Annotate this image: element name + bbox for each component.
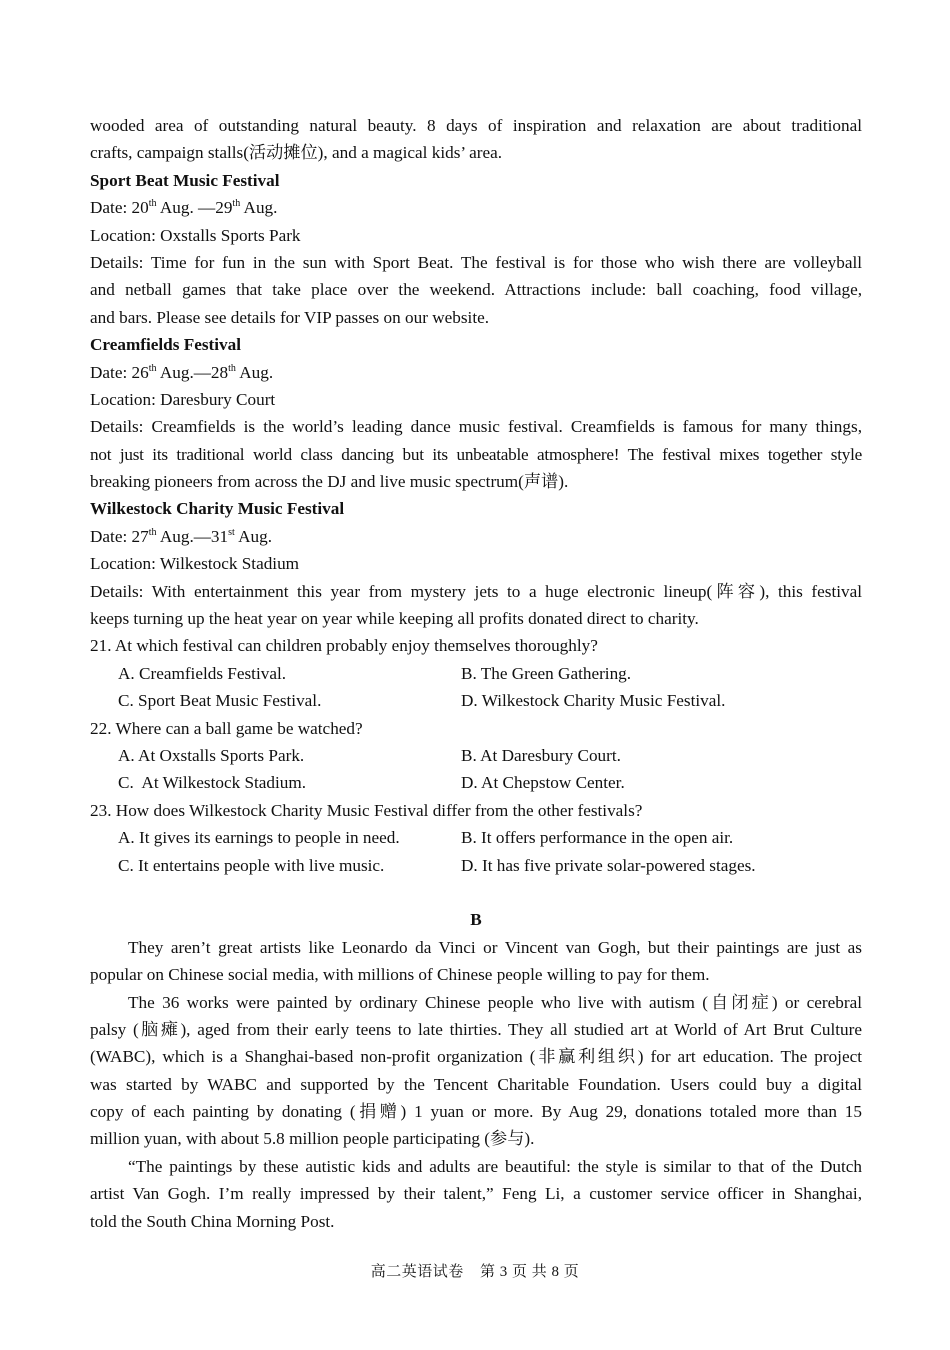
festival-details-creamfields-1: Details: Creamfields is the world’s leading dance music festival. Creamfields is famous for many things, [90,417,862,437]
question-21-option-a: A. Creamfields Festival. [118,663,287,683]
question-22-option-a: A. At Oxstalls Sports Park. [118,745,305,765]
intro-line-2: crafts, campaign stalls(活动摊位), and a magical kids’ area. [90,143,503,163]
festival-title-creamfields: Creamfields Festival [90,335,241,355]
festival-date-creamfields: Date: 26th Aug.—28th Aug. [90,362,274,382]
question-21-options-cd [90,687,862,714]
section-b-paragraph-2-line-6: million yuan, with about 5.8 million people participating (参与). [90,1129,535,1149]
section-b-paragraph-1-line-2: popular on Chinese social media, with millions of Chinese people willing to pay for them. [90,965,710,985]
festival-details-wilkestock-1: Details: With entertainment this year from mystery jets to a huge electronic lineup(阵容), this festival [90,581,862,601]
question-21-options-ab [90,660,862,687]
footer-exam-title: 高二英语试卷 [370,1264,464,1280]
question-23-option-d: D. It has five private solar-powered stages. [461,855,756,875]
section-b-paragraph-2-line-5: copy of each painting by donating (捐赠) 1 yuan or more. By Aug 29, donations totaled more than 15 [90,1102,862,1122]
question-23-stem: 23. How does Wilkestock Charity Music Festival differ from the other festivals? [90,800,643,820]
section-b-paragraph-3-line-2: artist Van Gogh. I’m really impressed by their talent,” Feng Li, a customer service officer in Shanghai, [90,1184,862,1204]
question-21-option-b: B. The Green Gathering. [461,663,632,683]
question-21-option-c: C. Sport Beat Music Festival. [118,691,322,711]
intro-line-1: wooded area of outstanding natural beauty. 8 days of inspiration and relaxation are about traditional [90,116,862,135]
question-22-option-b: B. At Daresbury Court. [461,745,621,765]
question-22-options-ab [90,742,862,769]
festival-details-sport-beat-2: and netball games that take place over the weekend. Attractions include: ball coaching, food village, [90,280,862,300]
festival-title-wilkestock: Wilkestock Charity Music Festival [90,499,345,519]
page-footer [0,1260,950,1281]
festival-title-sport-beat: Sport Beat Music Festival [90,170,280,190]
festival-date-sport-beat: Date: 20th Aug. —29th Aug. [90,198,278,218]
question-22-stem: 22. Where can a ball game be watched? [90,718,363,738]
festival-details-creamfields-2: not just its traditional world class dancing but its unbeatable atmosphere! The festival mixes together style [90,444,862,464]
section-b-paragraph-2-line-2: palsy (脑瘫), aged from their early teens to late thirties. They all studied art at World of Art Brut Culture [90,1019,862,1039]
question-23-options-ab [90,824,862,851]
question-23-options-cd [90,852,862,879]
question-22-option-c: C. At Wilkestock Stadium. [118,773,307,793]
festival-details-sport-beat-3: and bars. Please see details for VIP passes on our website. [90,307,490,327]
section-b-paragraph-2-line-4: was started by WABC and supported by the Tencent Charitable Foundation. Users could buy a digital [90,1074,862,1094]
question-23-option-c: C. It entertains people with live music. [118,855,385,875]
section-b-paragraph-2-line-3: (WABC), which is a Shanghai-based non-profit organization (非赢利组织) for art education. The project [90,1047,862,1067]
section-b-paragraph-1-line-1: They aren’t great artists like Leonardo da Vinci or Vincent van Gogh, but their paintings are just as [128,937,862,957]
section-b-paragraph-3-line-3: told the South China Morning Post. [90,1211,335,1231]
festival-location-sport-beat: Location: Oxstalls Sports Park [90,225,301,245]
question-22-option-d: D. At Chepstow Center. [461,773,625,793]
festival-location-wilkestock: Location: Wilkestock Stadium [90,554,300,574]
festival-location-creamfields: Location: Daresbury Court [90,389,276,409]
festival-details-sport-beat-1: Details: Time for fun in the sun with Sport Beat. The festival is for those who wish there are volleyball [90,252,862,272]
exam-page [90,112,862,1235]
section-b-heading: B [470,910,482,930]
question-23-option-a: A. It gives its earnings to people in need. [118,828,400,848]
section-b-paragraph-2-line-1: The 36 works were painted by ordinary Chinese people who live with autism (自闭症) or cerebral [128,992,862,1012]
question-21-stem: 21. At which festival can children probably enjoy themselves thoroughly? [90,636,598,656]
festival-details-wilkestock-2: keeps turning up the heat year on year while keeping all profits donated direct to charity. [90,609,699,629]
question-22-options-cd [90,769,862,796]
festival-date-wilkestock: Date: 27th Aug.—31st Aug. [90,526,273,546]
footer-page-number: 第 3 页 共 8 页 [480,1264,580,1280]
festival-details-creamfields-3: breaking pioneers from across the DJ and live music spectrum(声谱). [90,472,569,492]
question-21-option-d: D. Wilkestock Charity Music Festival. [461,691,726,711]
section-b-paragraph-3-line-1: “The paintings by these autistic kids and adults are beautiful: the style is similar to that of the Dutch [128,1156,862,1176]
question-23-option-b: B. It offers performance in the open air. [461,828,734,848]
